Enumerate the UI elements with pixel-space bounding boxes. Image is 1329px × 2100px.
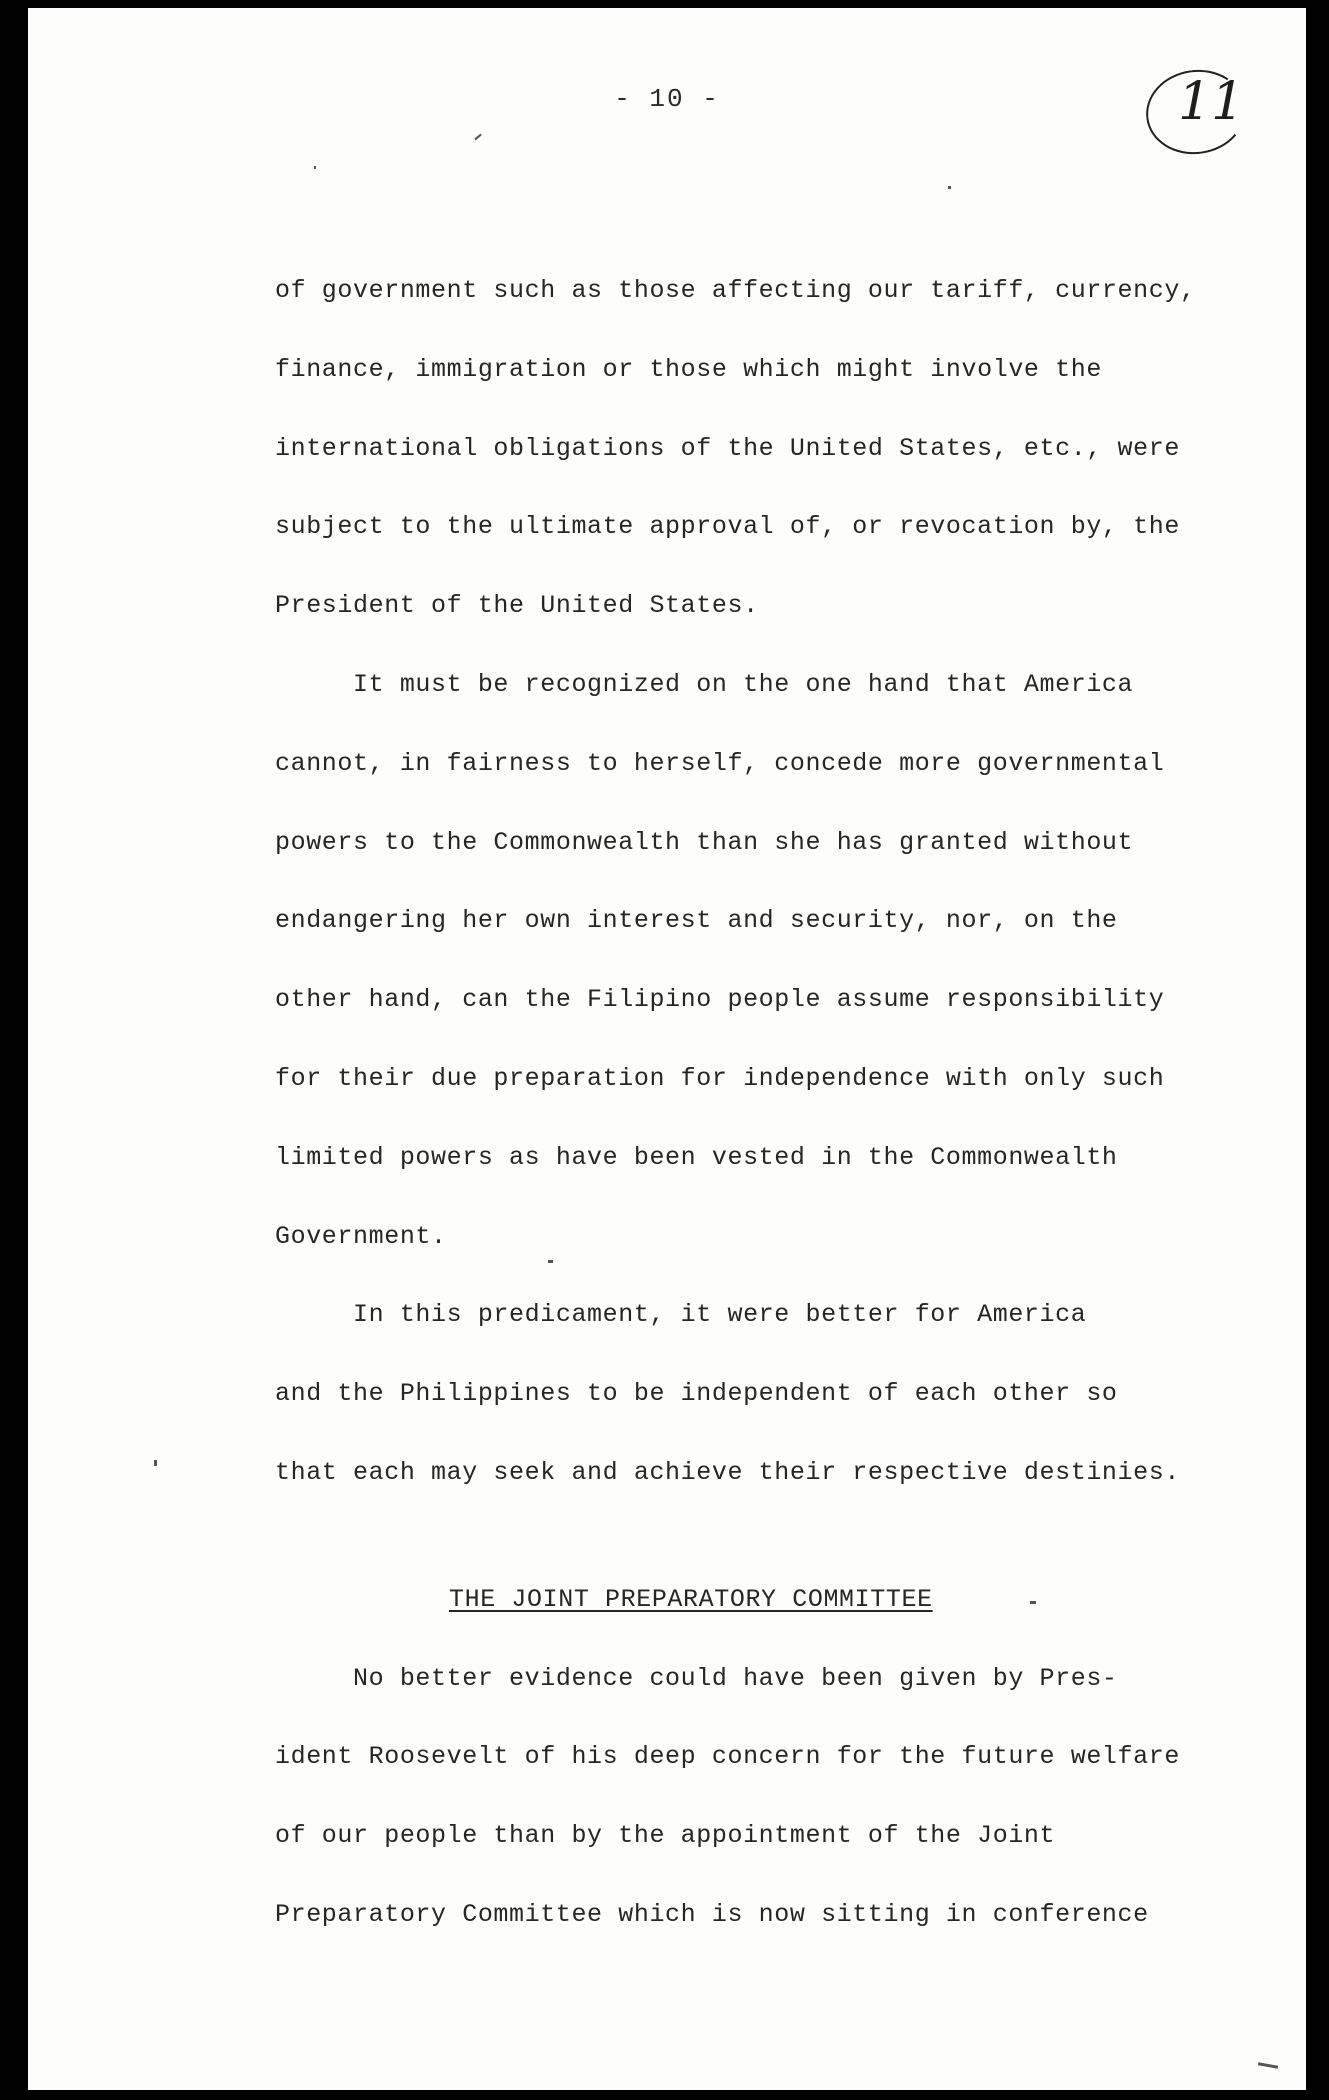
ink-speck [154, 1460, 157, 1466]
text-line: other hand, can the Filipino people assume responsibility [275, 985, 1165, 1015]
text-line: of our people than by the appointment of the Joint [275, 1821, 1056, 1851]
folio-number: 11 [1178, 72, 1245, 132]
text-line: ident Roosevelt of his deep concern for the future welfare [275, 1742, 1180, 1772]
text-line: Government. [275, 1221, 447, 1251]
text-line: Preparatory Committee which is now sitting in conference [275, 1899, 1149, 1929]
blank-line [275, 1527, 1225, 1575]
document-body [275, 266, 1225, 1969]
page-number: - 10 - [614, 84, 720, 114]
text-line: cannot, in fairness to herself, concede more governmental [275, 748, 1165, 778]
ink-speck [1258, 2062, 1278, 2068]
text-line: that each may seek and achieve their respective destinies. [275, 1457, 1180, 1487]
section-heading [275, 1575, 1225, 1654]
ink-speck [474, 134, 481, 141]
text-line: international obligations of the United States, etc., were [275, 433, 1180, 463]
text-line: for their due preparation for independence with only such [275, 1063, 1165, 1093]
text-line: subject to the ultimate approval of, or revocation by, the [275, 512, 1180, 542]
text-line: President of the United States. [275, 591, 759, 621]
text-line: powers to the Commonwealth than she has granted without [275, 827, 1134, 857]
text-line: and the Philippines to be independent of each other so [275, 1379, 1118, 1409]
text-line: finance, immigration or those which might involve the [275, 354, 1102, 384]
text-line: of government such as those affecting our tariff, currency, [275, 276, 1196, 305]
text-line: endangering her own interest and security, nor, on the [275, 906, 1118, 936]
ink-speck [948, 186, 951, 189]
text-line: No better evidence could have been given by Pres- [275, 1663, 1118, 1693]
ink-speck [314, 166, 316, 169]
text-line: limited powers as have been vested in the Commonwealth [275, 1142, 1118, 1172]
document-page [28, 8, 1306, 2090]
section-heading-text: THE JOINT PREPARATORY COMMITTEE [449, 1584, 933, 1614]
text-line: It must be recognized on the one hand that America [275, 669, 1134, 699]
text-line: In this predicament, it were better for America [275, 1300, 1087, 1330]
